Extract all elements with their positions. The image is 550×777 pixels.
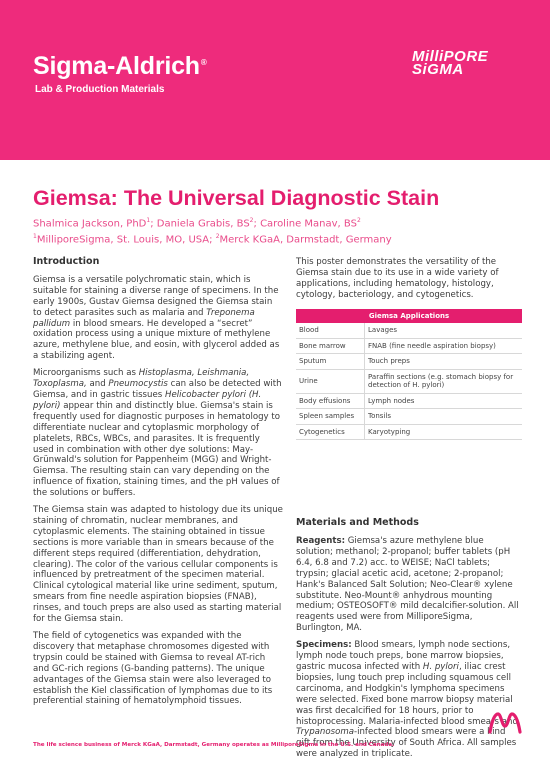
table-cell-key: Urine <box>296 369 365 393</box>
table-cell-value: Karyotyping <box>365 424 523 440</box>
brand-logo: Sigma-Aldrich® <box>33 52 207 80</box>
left-column <box>33 257 283 713</box>
table-row <box>296 323 522 338</box>
table-cell-value: FNAB (fine needle aspiration biopsy) <box>365 338 523 354</box>
intro-paragraph-3: The Giemsa stain was adapted to histology due its unique staining of chromatin, nuclear membranes, and cytoplasmic elements. The staining obtained in tissue sections is more variable than in smears because of the different steps required (differentiation, dehydration, clearing). The color of the various cellular components is influenced by pretreatment of the specimen material. Clinical cytological material like urine sediment, sputum, smears from fine needle aspiration biopsies (FNAB), rinses, and touch preps are also used as starting material for the Giemsa stain. <box>33 505 283 625</box>
merck-m-logo-icon <box>488 712 522 734</box>
table-cell-key: Sputum <box>296 354 365 370</box>
right-intro-paragraph: This poster demonstrates the versatility of the Giemsa stain due to its use in a wide variety of applications, including hematology, histology, cytology, bacteriology, and cytogenetics. <box>296 257 499 300</box>
author-list: Shalmica Jackson, PhD$^1$; Daniela Grabis, $BS^2$; Caroline Manav, $BS^2$ <box>33 217 361 230</box>
affiliations: $^1$MilliporeSigma, St. Louis, MO, USA; $^2$Merck KGaA, Darmstadt, Germany <box>33 233 392 246</box>
table-cell-value: Tonsils <box>365 409 523 425</box>
table-row <box>296 354 522 370</box>
table-row <box>296 424 522 440</box>
table-row <box>296 409 522 425</box>
table-cell-value: Touch preps <box>365 354 523 370</box>
table-cell-key: Blood <box>296 323 365 338</box>
table-cell-key: Spleen samples <box>296 409 365 425</box>
poster-title: Giemsa: The Universal Diagnostic Stain <box>33 186 440 210</box>
specimens-paragraph: Specimens: Blood smears, lymph node sections, lymph node touch preps, bone marrow biopsies, gastric mucosa infected with H. pylori, iliac crest biopsies, lung touch prep including squamous cell carcinoma, and Hodgkin's lymphoma specimens were selected. Fixed bone marrow biopsy material was first decalcified for 18 hours, prior to histoprocessing. Malaria-infected blood smears and Trypanosoma-infected blood smears were a kind gift from the University of South Africa. All samples were analyzed in triplicate. <box>296 640 518 760</box>
table-title: Giemsa Applications <box>296 309 522 324</box>
table-cell-key: Body effusions <box>296 393 365 409</box>
table-cell-value: Lavages <box>365 323 523 338</box>
table-row <box>296 338 522 354</box>
authors-block <box>33 214 392 247</box>
table-cell-key: Bone marrow <box>296 338 365 354</box>
reagents-paragraph: Reagents: Giemsa's azure methylene blue solution; methanol; 2-propanol; buffer tablets (pH 6.4, 6.8 and 7.2) acc. to WEISE; NaCl tablets; trypsin; glacial acetic acid, acetone; 2-propanol; Hank's Balanced Salt Solution; Neo-Clear® xylene substitute. Neo-Mount® anhydrous mounting medium; OSTEOSOFT® mild decalcifier-solution. All reagents used were from MilliporeSigma, Burlington, MA. <box>296 536 519 634</box>
table-cell-key: Cytogenetics <box>296 424 365 440</box>
intro-paragraph-4: The field of cytogenetics was expanded with the discovery that metaphase chromosomes digested with trypsin could be stained with Giemsa to reveal AT-rich and GC-rich regions (G-banding patterns). The unique advantages of the Giemsa stain were also leveraged to establish the Kiel classification of lymphomas due to its preferential staining of hematolymphoid tissues. <box>33 631 273 707</box>
applications-table <box>296 309 522 441</box>
intro-paragraph-2: Microorganisms such as Histoplasma, Leishmania, Toxoplasma, and Pneumocystis can also be detected with Giemsa, and in gastric tissues Helicobacter pylori (H. pylori) appear thin and distinctly blue. Giemsa's stain is frequently used for diagnostic purposes in hematology to differentiate nuclear and cytoplasmic morphology of platelets, RBCs, WBCs, and parasites. It is frequently used in combination with other dye solutions: May-Grünwald's solution for Pappenheim (MGG) and Wright-Giemsa. The resulting stain can vary depending on the influence of fixation, staining times, and the pH values of the solutions or buffers. <box>33 368 282 499</box>
table-cell-value: Paraffin sections (e.g. stomach biopsy for detection of H. pylori) <box>365 369 523 393</box>
table-row <box>296 369 522 393</box>
materials-methods-heading: Materials and Methods <box>296 517 419 529</box>
footer-note: The life science business of Merck KGaA, Darmstadt, Germany operates as MilliporeSigma in the U.S. and Canada. <box>33 742 395 748</box>
millipore-sigma-logo: MilliPORE SiGMA <box>412 48 489 78</box>
table-row <box>296 393 522 409</box>
header-banner <box>0 0 550 160</box>
right-column <box>296 257 522 766</box>
intro-paragraph-1: Giemsa is a versatile polychromatic stain, which is suitable for staining a diverse range of specimens. In the early 1900s, Gustav Giemsa designed the Giemsa stain to detect parasites such as malaria and Treponema pallidum in blood smears. He developed a “secret” oxidation process using a unique mixture of methylene azure, methylene blue, and eosin, with glycerol added as a stabilizing agent. <box>33 274 280 362</box>
intro-heading: Introduction <box>33 256 100 267</box>
table-cell-value: Lymph nodes <box>365 393 523 409</box>
brand-subtitle: Lab & Production Materials <box>35 84 165 95</box>
